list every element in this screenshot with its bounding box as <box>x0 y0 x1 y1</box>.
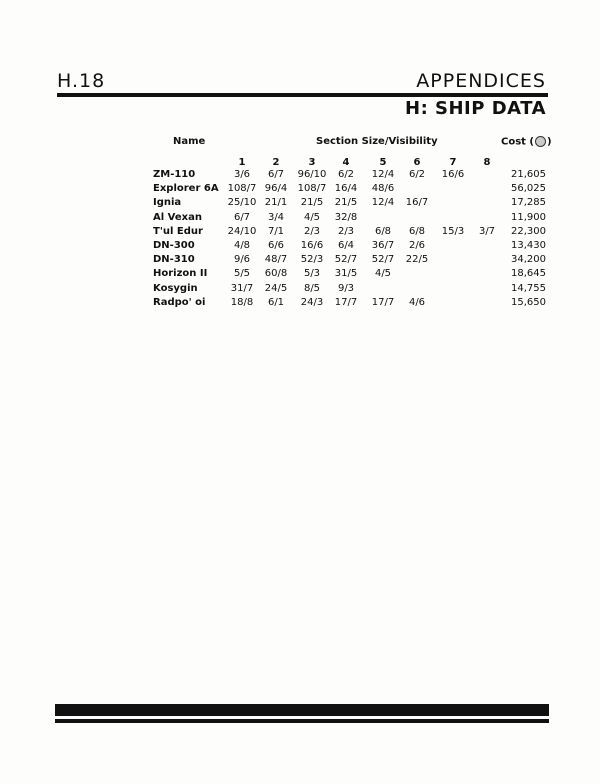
cost-cell: 21,605 <box>511 169 546 180</box>
footer-bar-thick <box>55 704 549 716</box>
section-2-cell: 7/1 <box>267 225 285 237</box>
section-number-7: 7 <box>449 157 457 168</box>
section-6-cell: 4/6 <box>408 296 426 308</box>
section-2-cell: 60/8 <box>264 268 288 280</box>
section-5-cell: 6/8 <box>374 225 392 237</box>
table-row <box>0 197 600 211</box>
section-3-cell: 52/3 <box>300 254 324 266</box>
ship-name: Explorer 6A <box>153 183 219 195</box>
section-number-6: 6 <box>413 157 421 168</box>
cost-header-prefix: Cost ( <box>501 136 534 148</box>
section-number-4: 4 <box>342 157 350 168</box>
section-2-cell: 6/6 <box>267 240 285 251</box>
ship-name: Radpo' oi <box>153 296 206 308</box>
section-4-cell: 16/4 <box>334 183 358 195</box>
section-1-cell: 4/8 <box>233 240 251 251</box>
table-row <box>0 169 600 183</box>
page-title: H: SHIP DATA <box>405 98 546 119</box>
section-title-appendices: APPENDICES <box>416 70 546 92</box>
name-column-header: Name <box>173 136 206 147</box>
cost-cell: 22,300 <box>511 225 546 237</box>
section-6-cell: 16/7 <box>405 197 429 209</box>
section-5-cell: 4/5 <box>374 268 392 280</box>
section-number-2: 2 <box>272 157 280 168</box>
section-1-cell: 3/6 <box>233 169 251 180</box>
section-4-cell: 2/3 <box>337 225 355 237</box>
section-number-5: 5 <box>379 157 387 168</box>
section-2-cell: 24/5 <box>264 282 288 294</box>
section-2-cell: 96/4 <box>264 183 288 195</box>
section-1-cell: 31/7 <box>230 282 254 294</box>
cost-cell: 11,900 <box>511 211 546 223</box>
section-5-cell: 12/4 <box>371 197 395 209</box>
section-3-cell: 108/7 <box>297 183 327 195</box>
section-1-cell: 24/10 <box>227 225 257 237</box>
section-7-cell: 16/6 <box>441 169 465 180</box>
section-1-cell: 9/6 <box>233 254 251 266</box>
section-3-cell: 8/5 <box>303 282 321 294</box>
section-4-cell: 52/7 <box>334 254 358 266</box>
section-number-8: 8 <box>483 157 491 168</box>
table-row <box>0 240 600 254</box>
section-6-cell: 6/8 <box>408 225 426 237</box>
ship-name: DN-310 <box>153 254 195 266</box>
section-number-1: 1 <box>238 157 246 168</box>
section-1-cell: 108/7 <box>227 183 257 195</box>
cost-cell: 18,645 <box>511 268 546 280</box>
section-3-cell: 96/10 <box>297 169 327 180</box>
section-4-cell: 6/4 <box>337 240 355 251</box>
section-4-cell: 32/8 <box>334 211 358 223</box>
section-4-cell: 21/5 <box>334 197 358 209</box>
header-rule <box>57 93 548 97</box>
cost-cell: 13,430 <box>511 240 546 251</box>
cost-header-suffix: ) <box>547 136 552 148</box>
section-5-cell: 17/7 <box>371 296 395 308</box>
ship-name: ZM-110 <box>153 169 196 180</box>
section-3-cell: 21/5 <box>300 197 324 209</box>
section-6-cell: 6/2 <box>408 169 426 180</box>
section-5-cell: 12/4 <box>371 169 395 180</box>
ship-name: DN-300 <box>153 240 195 251</box>
section-8-cell: 3/7 <box>478 225 496 237</box>
section-2-cell: 48/7 <box>264 254 288 266</box>
ship-name: T'ul Edur <box>153 225 203 237</box>
section-2-cell: 21/1 <box>264 197 288 209</box>
section-3-cell: 2/3 <box>303 225 321 237</box>
cost-cell: 14,755 <box>511 282 546 294</box>
table-row <box>0 226 600 240</box>
table-row <box>0 268 600 282</box>
section-3-cell: 24/3 <box>300 296 324 308</box>
section-3-cell: 5/3 <box>303 268 321 280</box>
table-row <box>0 283 600 297</box>
cost-cell: 17,285 <box>511 197 546 209</box>
cost-cell: 34,200 <box>511 254 546 266</box>
section-5-cell: 52/7 <box>371 254 395 266</box>
section-2-cell: 6/7 <box>267 169 285 180</box>
ship-name: Al Vexan <box>153 211 202 223</box>
section-4-cell: 17/7 <box>334 296 358 308</box>
cost-column-header <box>501 136 552 148</box>
section-1-cell: 25/10 <box>227 197 257 209</box>
section-6-cell: 22/5 <box>405 254 429 266</box>
ship-name: Horizon II <box>153 268 208 280</box>
section-1-cell: 18/8 <box>230 296 254 308</box>
section-1-cell: 5/5 <box>233 268 251 280</box>
section-1-cell: 6/7 <box>233 211 251 223</box>
section-4-cell: 9/3 <box>337 282 355 294</box>
section-4-cell: 6/2 <box>337 169 355 180</box>
footer-bar-thin <box>55 719 549 723</box>
page-reference: H.18 <box>57 70 106 92</box>
table-row <box>0 183 600 197</box>
ship-name: Kosygin <box>153 282 198 294</box>
table-row <box>0 212 600 226</box>
section-5-cell: 48/6 <box>371 183 395 195</box>
table-row <box>0 297 600 311</box>
section-3-cell: 4/5 <box>303 211 321 223</box>
section-4-cell: 31/5 <box>334 268 358 280</box>
table-row <box>0 254 600 268</box>
section-7-cell: 15/3 <box>441 225 465 237</box>
section-6-cell: 2/6 <box>408 240 426 251</box>
credit-coin-icon <box>535 136 546 147</box>
section-2-cell: 6/1 <box>267 296 285 308</box>
section-2-cell: 3/4 <box>267 211 285 223</box>
section-size-visibility-header: Section Size/Visibility <box>316 136 438 147</box>
section-5-cell: 36/7 <box>371 240 395 251</box>
ship-name: Ignia <box>153 197 182 209</box>
section-3-cell: 16/6 <box>300 240 324 251</box>
section-number-3: 3 <box>308 157 316 168</box>
cost-cell: 15,650 <box>511 296 546 308</box>
cost-cell: 56,025 <box>511 183 546 195</box>
